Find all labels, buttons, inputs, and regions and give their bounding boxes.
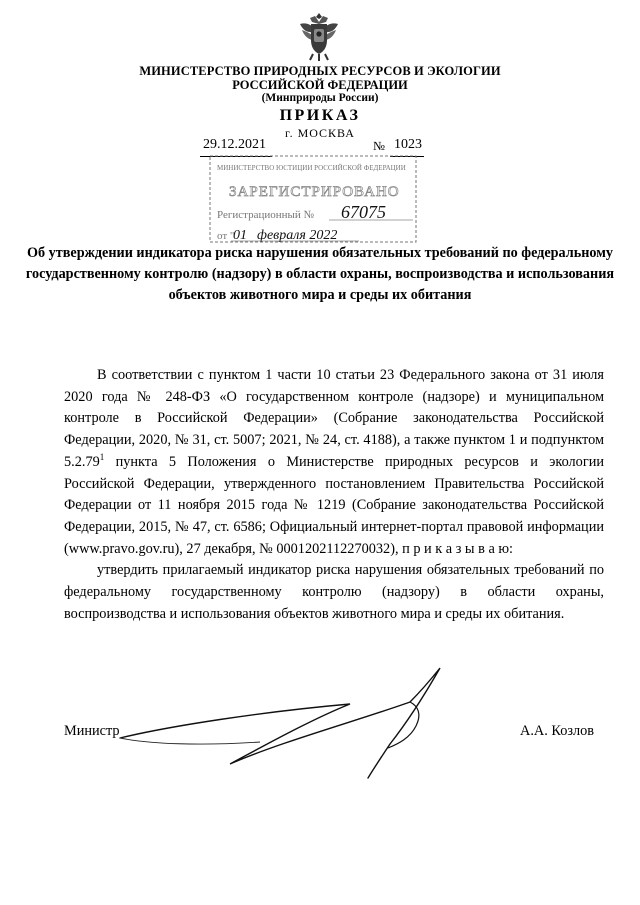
document-body	[64, 365, 604, 625]
coat-of-arms-emblem	[296, 10, 342, 62]
stamp-date-prefix: от "	[217, 230, 235, 242]
body-paragraph-1	[64, 365, 604, 560]
body-paragraph-1-text-b: пункта 5 Положения о Министерстве природных ресурсов и экологии Российской Федерации, утвержденного постановлением Правительства Российской Федерации от 11 ноября 2015 года № 1219 (Собрание законодательства Российской Федерации, 2015, № 47, ст. 6586; Официальный интернет-портал правовой информации (www.pravo.gov.ru), 27 декабря, № 0001202112270032), п р и к а з ы в а ю:	[64, 453, 604, 557]
signatory-role: Министр	[64, 723, 120, 739]
ministry-short-name: (Минприроды России)	[261, 92, 379, 104]
number-sign: №	[373, 139, 385, 153]
body-superscript: 1	[99, 452, 105, 463]
stamp-ministry-line: МИНИСТЕРСТВО ЮСТИЦИИ РОССИЙСКОЙ ФЕДЕРАЦИИ	[217, 164, 406, 172]
stamp-registered-text: ЗАРЕГИСТРИРОВАНО	[229, 184, 400, 200]
ministry-name-line2: РОССИЙСКОЙ ФЕДЕРАЦИИ	[232, 78, 408, 92]
stamp-date-day: 01	[233, 228, 247, 243]
body-paragraph-1-text-a: В соответствии с пунктом 1 части 10 статьи 23 Федерального закона от 31 июля 2020 года № 248-ФЗ «О государственном контроле (надзоре) и муниципальном контроле в Российской Федерации» (Собрание законодательства Российской Федерации, 2020, № 31, ст. 5007; 2021, № 24, ст. 4188), а также пунктом 1 и подпунктом 5.2.79	[64, 367, 604, 470]
stamp-reg-label: Регистрационный №	[217, 209, 315, 221]
body-paragraph-2: утвердить прилагаемый индикатор риска нарушения обязательных требований по федеральному государственному контролю (надзору) в области охраны, воспроизводства и использования объектов животного мира и среды их обитания.	[64, 562, 604, 622]
city: г. МОСКВА	[285, 126, 355, 140]
ministry-name-line1: МИНИСТЕРСТВО ПРИРОДНЫХ РЕСУРСОВ И ЭКОЛОГИИ	[139, 64, 501, 78]
handwritten-signature	[110, 660, 470, 790]
stamp-date-rest: февраля 2022	[257, 228, 338, 243]
document-title: Об утверждении индикатора риска нарушения обязательных требований по федеральному государственному контролю (надзору) в области охраны, воспроизводства и использования объектов животного мира и среды их обитания	[25, 245, 615, 303]
order-date: 29.12.2021	[203, 137, 266, 152]
registration-stamp	[209, 154, 419, 246]
signatory-name: А.А. Козлов	[520, 723, 595, 739]
document-type: ПРИКАЗ	[279, 107, 361, 124]
order-number: 1023	[394, 137, 422, 152]
stamp-reg-number: 67075	[341, 202, 386, 222]
